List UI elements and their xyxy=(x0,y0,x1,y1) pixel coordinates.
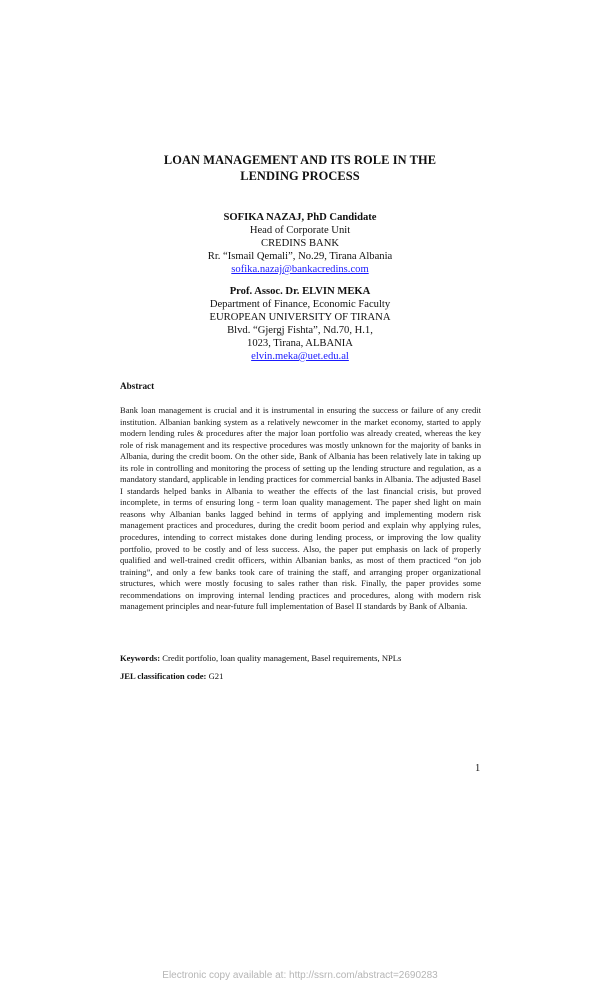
author-2-email-link[interactable]: elvin.meka@uet.edu.al xyxy=(251,351,349,362)
paper-title-line-1: LOAN MANAGEMENT AND ITS ROLE IN THE xyxy=(163,153,437,167)
author-1-organization: CREDINS BANK xyxy=(261,238,339,249)
paper-title-line-2: LENDING PROCESS xyxy=(240,169,360,183)
keywords-label: Keywords: xyxy=(120,653,161,663)
author-2-organization: EUROPEAN UNIVERSITY OF TIRANA xyxy=(209,312,391,323)
page-number: 1 xyxy=(475,763,481,774)
author-2-address-line-2: 1023, Tirana, ALBANIA xyxy=(247,338,353,349)
author-1-email-link[interactable]: sofika.nazaj@bankacredins.com xyxy=(231,264,369,275)
author-2-address-line-1: Blvd. “Gjergj Fishta”, Nd.70, H.1, xyxy=(227,325,373,336)
jel-value: G21 xyxy=(208,671,224,681)
author-1-position: Head of Corporate Unit xyxy=(249,225,351,236)
keywords-value: Credit portfolio, loan quality management, Basel requirements, NPLs xyxy=(162,653,402,663)
jel-label: JEL classification code: xyxy=(120,671,207,681)
author-1-name: SOFIKA NAZAJ, PhD Candidate xyxy=(223,212,377,223)
keywords-line xyxy=(120,653,401,663)
author-1-address: Rr. “Ismail Qemali”, No.29, Tirana Albania xyxy=(207,251,393,262)
abstract-body: Bank loan management is crucial and it is instrumental in ensuring the success or failure of any credit institution. Albanian banking system as a relatively newcomer in the market economy, started to apply modern lending rules & procedures after the major loan portfolio was already created, whereas the key role of risk management and its respective procedures was mostly unknown for the majority of banks in Albania, during the credit boom. On the other side, Bank of Albania has been relatively late in taking up its role in controlling and monitoring the process of setting up the lending structure and regulation, as a mandatory standard, applicable in lending practices for commercial banks in Albania. The adjusted Basel I standards helped banks in Albania to weather the effects of the last financial crisis, but proved incomplete, in terms of ensuring long - term loan quality management. The paper shed light on main reasons why Albanian banks lagged behind in terms of applying and implementing modern risk management practices and procedures, during the credit boom period and explain why applying rules, procedures, intending to correct mistakes done during lending process, or improving the low quality portfolio, proved to be costly and of less success. Also, the paper put emphasis on lack of properly qualified and well-trained credit officers, within Albanian banks, as most of them practiced “on job training”, and only a few banks took care of training the staff, and arranging proper organizational structures, which were mostly focusing to sales rather than risk. Finally, the paper provides some recommendations on improving internal lending practices and procedures, along with modern risk management principles and near-future full implementation of Basel II standards by Bank of Albania. xyxy=(120,405,481,612)
author-2-name: Prof. Assoc. Dr. ELVIN MEKA xyxy=(229,286,371,297)
abstract-heading: Abstract xyxy=(120,381,155,391)
author-1-block xyxy=(0,211,600,276)
jel-line xyxy=(120,671,223,681)
author-2-department: Department of Finance, Economic Faculty xyxy=(209,299,391,310)
author-2-block xyxy=(0,285,600,363)
ssrn-footer: Electronic copy available at: http://ssrn.com/abstract=2690283 xyxy=(162,970,438,981)
